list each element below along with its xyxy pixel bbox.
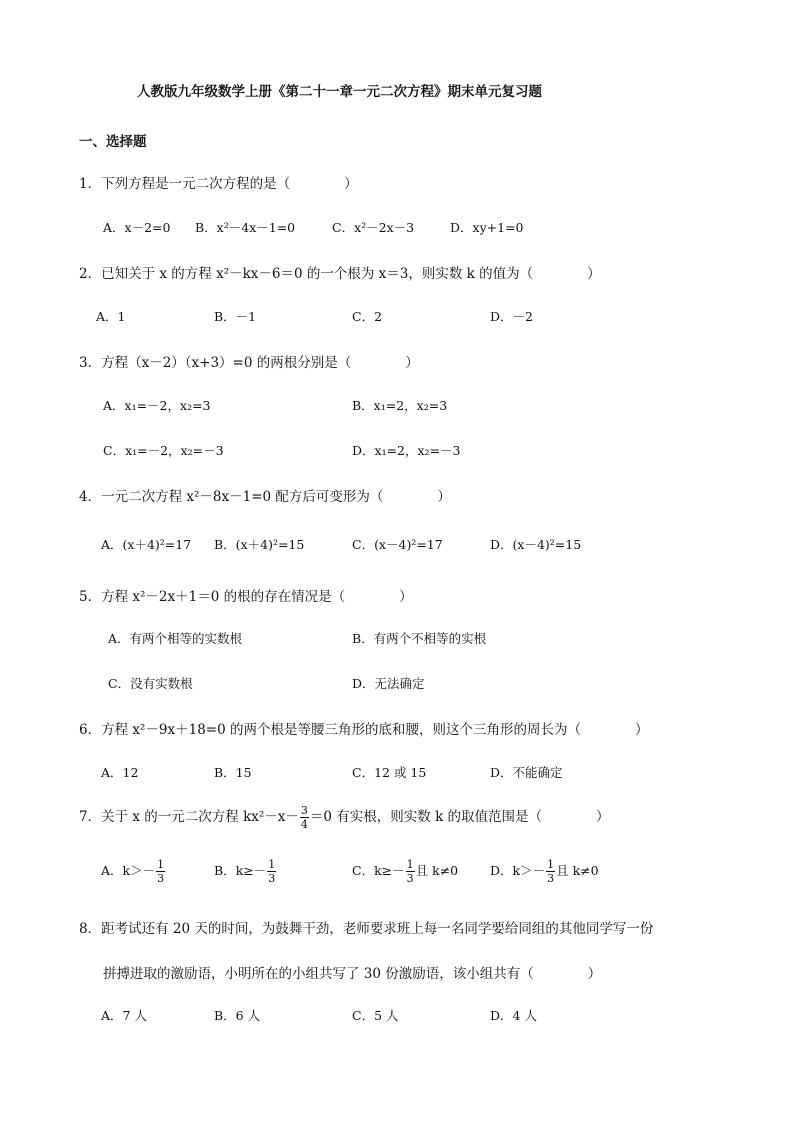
fraction-three-quarters: $\frac{3}{4}$ [300, 804, 308, 831]
question-3-option-b: B．x₁=2，x₂=3 [352, 398, 448, 413]
question-7-option-c: C．k≥－ $\frac{1}{3}$ 且 k≠0 [352, 858, 459, 885]
question-8-stem-continued: 拼搏进取的激励语，小明所在的小组共写了 30 份激励语，该小组共有（ ） [103, 966, 602, 982]
question-7-option-b: B．k≥－ $\frac{1}{3}$ [214, 858, 276, 885]
question-1-option-a: A．x－2=0 [103, 220, 171, 235]
question-5-option-c: C．没有实数根 [108, 676, 193, 691]
question-8-option-d: D．4 人 [490, 1008, 537, 1023]
question-6-option-b: B．15 [214, 765, 252, 780]
question-2-option-a: A．1 [96, 309, 126, 324]
document-title: 人教版九年级数学上册《第二十一章一元二次方程》期末单元复习题 [137, 84, 542, 100]
question-8-option-c: C．5 人 [352, 1008, 399, 1023]
question-3-option-d: D．x₁=2，x₂=－3 [352, 443, 461, 458]
question-4-option-a: A．(x＋4)²=17 [101, 537, 192, 552]
question-8-option-a: A．7 人 [101, 1008, 147, 1023]
section-heading: 一、选择题 [79, 134, 147, 150]
question-7-stem: 7．关于 x 的一元二次方程 kx²－x－ $\frac{3}{4}$ ＝0 有实根，则实数 k 的取值范围是（ ） [79, 804, 610, 831]
question-7-option-a: A．k＞－ $\frac{1}{3}$ [101, 858, 165, 885]
question-2-option-b: B．－1 [214, 309, 257, 324]
question-2-option-d: D．－2 [490, 309, 533, 324]
question-6-stem: 6．方程 x²－9x＋18=0 的两个根是等腰三角形的底和腰，则这个三角形的周长为（ ） [79, 722, 649, 738]
question-5-stem: 5．方程 x²－2x＋1＝0 的根的存在情况是（ ） [79, 589, 413, 605]
question-3-option-a: A．x₁=－2，x₂=3 [103, 398, 211, 413]
question-2-option-c: C．2 [352, 309, 383, 324]
question-5-option-b: B．有两个不相等的实根 [352, 631, 487, 646]
question-1-option-d: D．xy+1=0 [450, 220, 524, 235]
question-1-option-b: B．x²－4x－1=0 [195, 220, 296, 235]
question-5-option-a: A．有两个相等的实数根 [108, 631, 243, 646]
question-3-option-c: C．x₁=－2，x₂=－3 [103, 443, 224, 458]
question-4-option-d: D．(x－4)²=15 [490, 537, 582, 552]
question-2-stem: 2．已知关于 x 的方程 x²－kx－6＝0 的一个根为 x＝3，则实数 k 的值为（ ） [79, 266, 601, 282]
question-5-option-d: D．无法确定 [352, 676, 425, 691]
question-4-stem: 4．一元二次方程 x²－8x－1=0 配方后可变形为（ ） [79, 489, 451, 505]
question-3-stem: 3．方程（x－2）（x+3）=0 的两根分别是（ ） [79, 355, 419, 371]
question-7-option-d: D．k＞－ $\frac{1}{3}$ 且 k≠0 [490, 858, 599, 885]
question-8-stem: 8．距考试还有 20 天的时间，为鼓舞干劲，老师要求班上每一名同学要给同组的其他同学写一份 [79, 921, 654, 937]
question-6-option-c: C．12 或 15 [352, 765, 427, 780]
question-1-stem: 1．下列方程是一元二次方程的是（ ） [79, 176, 358, 192]
question-4-option-c: C．(x－4)²=17 [352, 537, 443, 552]
question-8-option-b: B．6 人 [214, 1008, 261, 1023]
question-6-option-a: A．12 [101, 765, 139, 780]
question-1-option-c: C．x²－2x－3 [332, 220, 415, 235]
question-4-option-b: B．(x＋4)²=15 [214, 537, 305, 552]
question-6-option-d: D．不能确定 [490, 765, 563, 780]
